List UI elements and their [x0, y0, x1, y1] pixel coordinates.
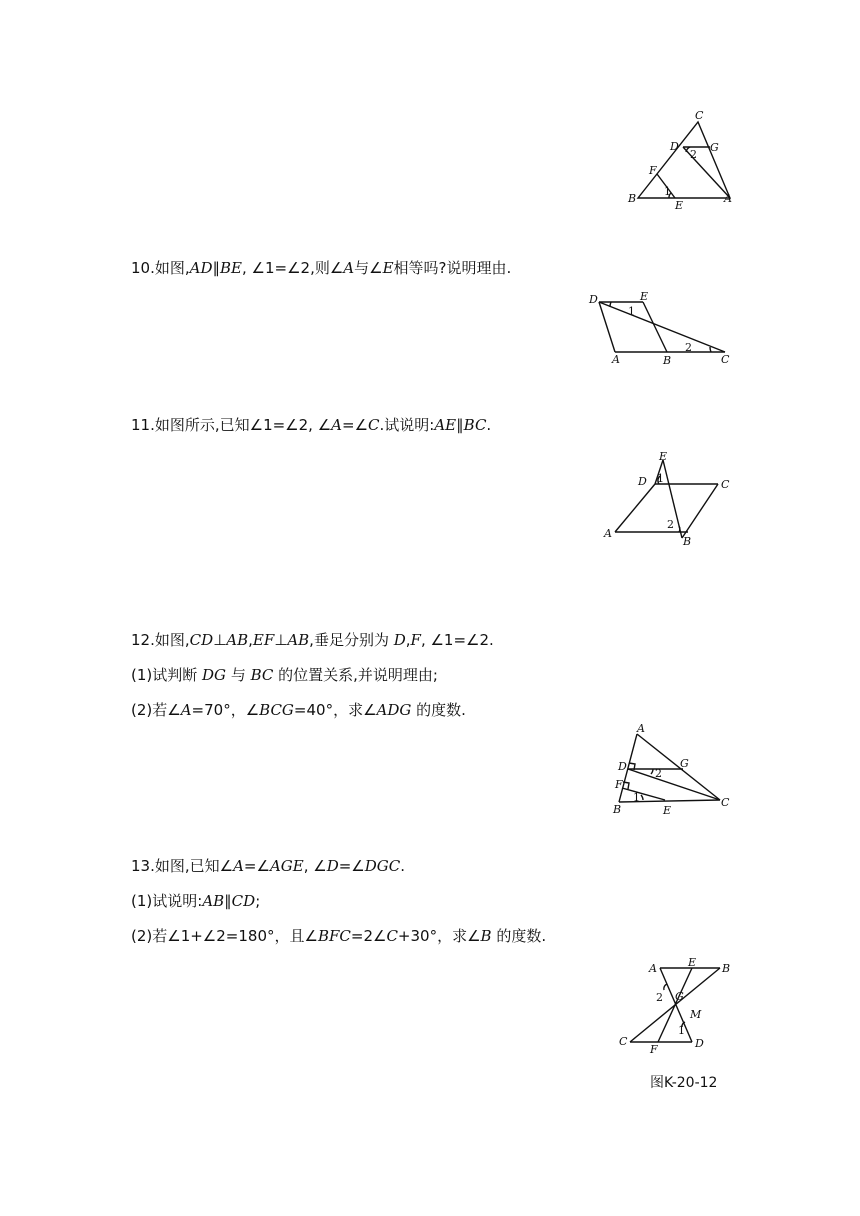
question-number: 11. — [131, 416, 155, 434]
fig12-label: 1 — [633, 791, 640, 804]
figure-q12 — [605, 720, 745, 820]
question-text: +30°，求∠ — [397, 927, 481, 945]
question-text: 如图所示,已知∠1=∠2, ∠ — [154, 416, 332, 434]
question-line — [131, 415, 491, 435]
math-variable: DG — [202, 666, 227, 684]
fig13-label: 1 — [678, 1024, 685, 1037]
question-text: . — [486, 416, 492, 434]
fig11-label: B — [683, 535, 692, 548]
fig10-label: 1 — [628, 305, 635, 318]
fig13-label: C — [619, 1035, 628, 1048]
math-variable: BC — [463, 416, 487, 434]
fig12-label: A — [637, 722, 645, 735]
fig12-label: 2 — [655, 767, 662, 780]
math-variable: AE — [434, 416, 457, 434]
fig10-label: 2 — [685, 341, 692, 354]
question-text: 如图, — [154, 259, 190, 277]
fig10-label: E — [640, 290, 649, 303]
question-text: (1)试判断 — [131, 666, 203, 684]
question-text: 的位置关系,并说明理由; — [273, 666, 438, 684]
math-variable: F — [410, 631, 421, 649]
fig11-label: 1 — [657, 472, 664, 485]
math-variable: D — [326, 857, 339, 875]
math-variable: BFC — [317, 927, 351, 945]
math-variable: ADG — [376, 701, 412, 719]
question-text: .试说明: — [379, 416, 435, 434]
question-line — [131, 700, 494, 720]
question-line — [131, 258, 511, 278]
question-text: ⊥ — [213, 631, 227, 649]
question-text: =∠ — [338, 857, 365, 875]
fig9-label: 2 — [690, 148, 697, 161]
question-text: 相等吗?说明理由. — [393, 259, 512, 277]
math-variable: BE — [220, 259, 242, 277]
question-text: 的度数. — [411, 701, 466, 719]
question-text: ⊥ — [274, 631, 288, 649]
fig9-label: E — [675, 199, 684, 212]
fig9-label: B — [628, 192, 637, 205]
fig11-label: D — [638, 475, 647, 488]
question-text: . — [400, 857, 406, 875]
question-text: (2)若∠ — [131, 701, 181, 719]
fig11-label: E — [659, 450, 668, 463]
fig12-label: G — [680, 757, 689, 770]
math-variable: C — [368, 416, 380, 434]
math-variable: CD — [189, 631, 214, 649]
math-variable: B — [480, 927, 492, 945]
fig12-label: D — [618, 760, 627, 773]
math-variable: AB — [287, 631, 310, 649]
question-text: ∥ — [212, 259, 220, 277]
question-text: =∠ — [342, 416, 369, 434]
figure-q11 — [595, 446, 745, 556]
fig11-label: 2 — [667, 518, 674, 531]
question-text: ,垂足分别为 — [309, 631, 394, 649]
math-variable: BCG — [259, 701, 294, 719]
question-text: (2)若∠1+∠2=180°，且∠ — [131, 927, 318, 945]
fig12-label: B — [613, 803, 622, 816]
math-variable: A — [233, 857, 244, 875]
question-text: 与 — [226, 666, 251, 684]
fig13-label: D — [695, 1037, 704, 1050]
question-text: , — [405, 631, 411, 649]
question-text: (1)试说明: — [131, 892, 203, 910]
question-text: 与∠ — [354, 259, 383, 277]
math-variable: A — [180, 701, 192, 719]
question-text: ∥ — [456, 416, 464, 434]
question-line — [131, 926, 546, 946]
fig9-label: C — [695, 109, 704, 122]
question-text: , ∠1=∠2. — [420, 631, 494, 649]
fig13-label: E — [688, 956, 697, 969]
question-text: , — [248, 631, 253, 649]
fig13-label: M — [690, 1008, 702, 1021]
math-variable: CD — [231, 892, 256, 910]
fig12-label: C — [721, 796, 730, 809]
fig11-label: A — [604, 527, 612, 540]
figure-q10 — [585, 288, 745, 368]
question-text: 的度数. — [491, 927, 547, 945]
math-variable: AB — [226, 631, 249, 649]
math-variable: EF — [252, 631, 275, 649]
question-number: 13. — [131, 857, 155, 875]
question-12 — [131, 630, 494, 735]
math-variable: BC — [250, 666, 274, 684]
fig9-label: F — [649, 164, 657, 177]
math-variable: AD — [189, 259, 213, 277]
math-variable: DGC — [364, 857, 401, 875]
question-13 — [131, 856, 546, 961]
fig10-label: C — [721, 353, 730, 366]
question-11 — [131, 415, 491, 450]
fig13-label: 2 — [656, 991, 663, 1004]
question-text: , ∠1=∠2,则∠ — [241, 259, 344, 277]
math-variable: A — [343, 259, 355, 277]
question-text: 如图,已知∠ — [154, 857, 234, 875]
fig13-label: B — [722, 962, 731, 975]
question-line — [131, 630, 494, 650]
question-text: , ∠ — [303, 857, 327, 875]
fig9-label: 1 — [664, 185, 671, 198]
fig10-label: A — [612, 353, 620, 366]
question-text: ; — [255, 892, 261, 910]
question-number: 10. — [131, 259, 155, 277]
math-variable: E — [382, 259, 394, 277]
math-variable: C — [386, 927, 398, 945]
figure-caption: 图K-20-12 — [650, 1075, 718, 1091]
question-line — [131, 856, 546, 876]
question-line — [131, 665, 494, 685]
math-variable: AGE — [269, 857, 304, 875]
question-number: 12. — [131, 631, 155, 649]
fig9-label: G — [710, 141, 719, 154]
fig13-label: F — [650, 1043, 658, 1056]
fig12-label: E — [663, 804, 672, 817]
question-line — [131, 891, 546, 911]
question-text: ∥ — [224, 892, 232, 910]
question-text: =40°，求∠ — [293, 701, 377, 719]
fig9-label: D — [670, 140, 679, 153]
question-text: =∠ — [243, 857, 270, 875]
fig13-label: A — [649, 962, 657, 975]
question-text: =2∠ — [350, 927, 387, 945]
question-10 — [131, 258, 511, 293]
fig13-label: G — [675, 990, 684, 1003]
math-variable: AB — [202, 892, 225, 910]
question-text: =70°，∠ — [191, 701, 260, 719]
figure-q13 — [612, 955, 742, 1065]
fig10-label: D — [589, 293, 598, 306]
math-variable: D — [393, 631, 406, 649]
fig10-label: B — [663, 354, 672, 367]
figure-q9 — [620, 105, 750, 215]
question-text: 如图, — [154, 631, 190, 649]
fig11-label: C — [721, 478, 730, 491]
fig9-label: A — [724, 192, 732, 205]
fig12-label: F — [615, 778, 623, 791]
math-variable: A — [331, 416, 343, 434]
